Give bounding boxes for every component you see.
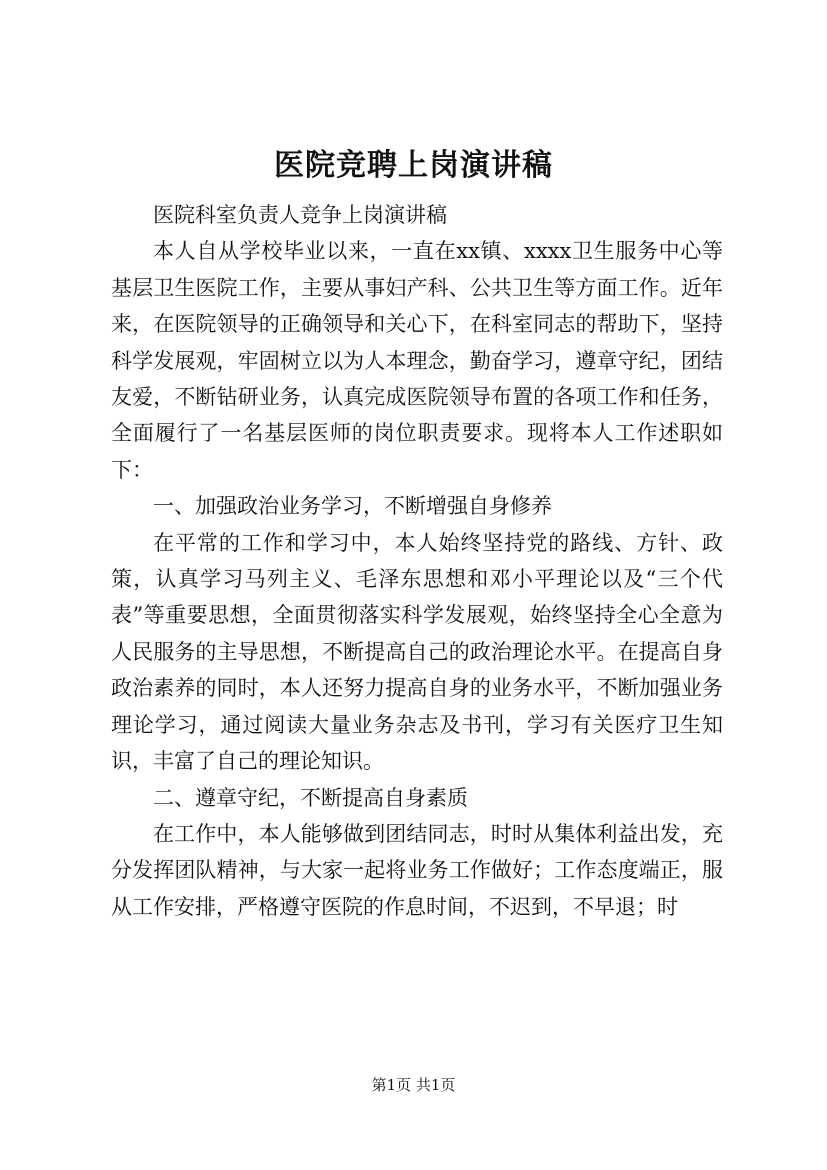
page-number-footer: 第1页 共1页 bbox=[371, 1076, 456, 1094]
section-paragraph-2: 在工作中，本人能够做到团结同志，时时从集体利益出发，充分发挥团队精神，与大家一起将业务工作做好；工作态度端正，服从工作安排，严格遵守医院的作息时间，不迟到，不早退；时 bbox=[111, 821, 723, 919]
section-heading-1: 一、加强政治业务学习，不断增强自身修养 bbox=[153, 494, 552, 519]
document-title: 医院竞聘上岗演讲稿 bbox=[274, 148, 553, 183]
section-paragraph-1: 在平常的工作和学习中，本人始终坚持党的路线、方针、政策，认真学习马列主义、毛泽东思想和邓小平理论以及“三个代表”等重要思想，全面贯彻落实科学发展观，始终坚持全心全意为人民服务的主导思想，不断提高自己的政治理论水平。在提高自身政治素养的同时，本人还努力提高自身的业务水平，不断加强业务理论学习，通过阅读大量业务杂志及书刊，学习有关医疗卫生知识，丰富了自己的理论知识。 bbox=[111, 530, 723, 774]
document-body bbox=[111, 197, 723, 925]
subtitle-paragraph: 医院科室负责人竞争上岗演讲稿 bbox=[153, 203, 447, 227]
section-heading-2: 二、遵章守纪，不断提高自身素质 bbox=[153, 785, 468, 810]
intro-paragraph: 本人自从学校毕业以来，一直在xx镇、xxxx卫生服务中心等基层卫生医院工作，主要从事妇产科、公共卫生等方面工作。近年来，在医院领导的正确领导和关心下，在科室同志的帮助下，坚持科学发展观，牢固树立以为人本理念，勤奋学习，遵章守纪，团结友爱，不断钻研业务，认真完成医院领导布置的各项工作和任务，全面履行了一名基层医师的岗位职责要求。现将本人工作述职如下： bbox=[111, 239, 723, 482]
